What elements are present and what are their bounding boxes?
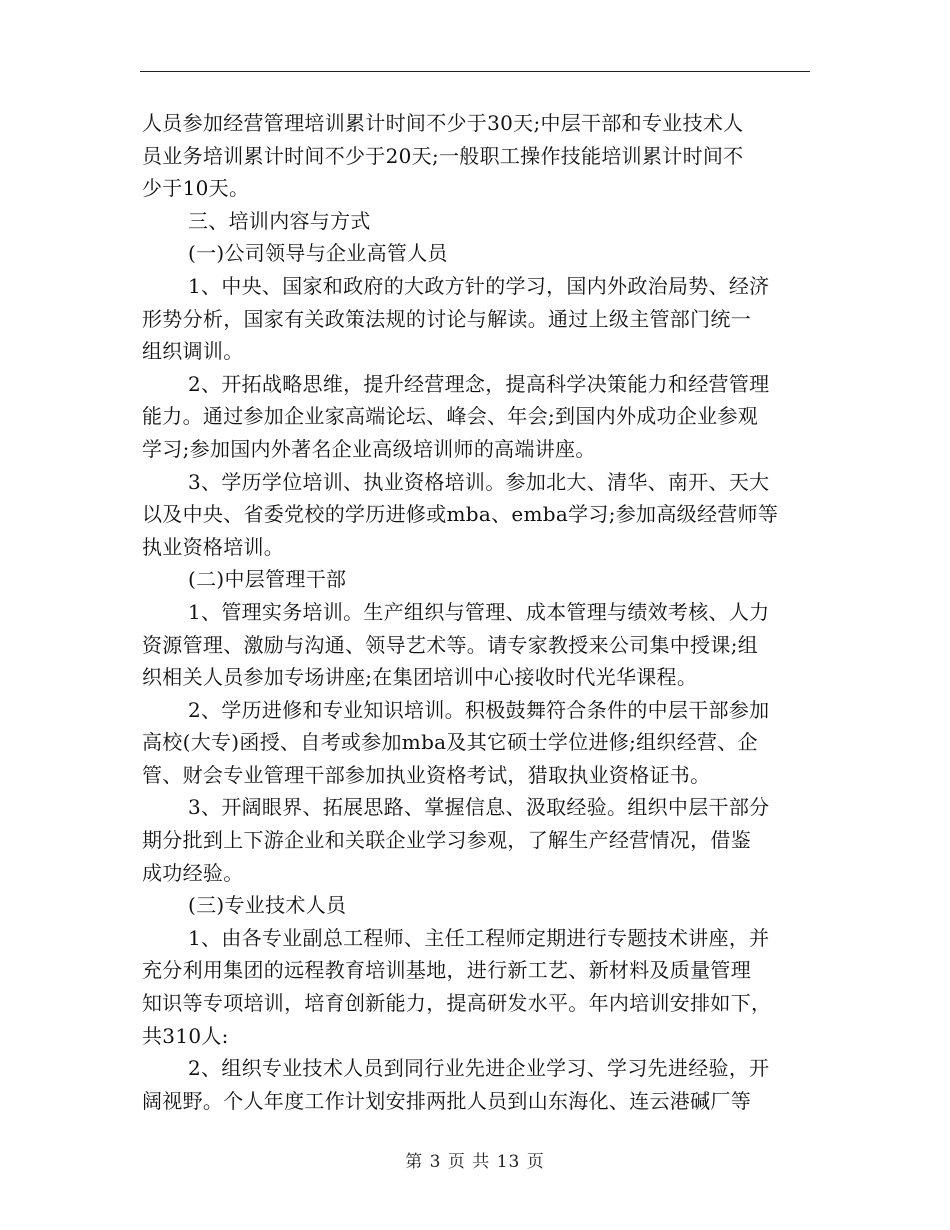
text-line: 3、开阔眼界、拓展思路、掌握信息、汲取经验。组织中层干部分	[188, 795, 770, 820]
text-line: 能力。通过参加企业家高端论坛、峰会、年会;到国内外成功企业参观	[142, 404, 759, 429]
text-line: (一)公司领导与企业高管人员	[188, 241, 448, 266]
text-line: 形势分析，国家有关政策法规的讨论与解读。通过上级主管部门统一	[142, 306, 751, 331]
text-line: 成功经验。	[142, 860, 244, 885]
text-line: (二)中层管理干部	[188, 567, 347, 592]
text-line: 织相关人员参加专场讲座;在集团培训中心接收时代光华课程。	[142, 665, 698, 690]
page-footer: 第 3 页 共 13 页	[405, 1152, 545, 1172]
text-line: 3、学历学位培训、执业资格培训。参加北大、清华、南开、天大	[188, 469, 770, 494]
text-line: 1、管理实务培训。生产组织与管理、成本管理与绩效考核、人力	[188, 599, 770, 624]
text-line: 人员参加经营管理培训累计时间不少于30天;中层干部和专业技术人	[142, 111, 744, 135]
text-line: 高校(大专)函授、自考或参加mba及其它硕士学位进修;组织经营、企	[142, 730, 758, 755]
text-line: 员业务培训累计时间不少于20天;一般职工操作技能培训累计时间不	[142, 143, 744, 168]
text-line: (三)专业技术人员	[188, 893, 347, 918]
text-line: 三、培训内容与方式	[188, 208, 371, 233]
body-text	[142, 107, 810, 1117]
text-line: 执业资格培训。	[142, 534, 285, 559]
text-line: 2、开拓战略思维，提升经营理念，提高科学决策能力和经营管理	[188, 371, 770, 396]
text-line: 管、财会专业管理干部参加执业资格考试，猎取执业资格证书。	[142, 762, 711, 787]
text-line: 1、由各专业副总工程师、主任工程师定期进行专题技术讲座，并	[188, 925, 770, 950]
text-line: 2、学历进修和专业知识培训。积极鼓舞符合条件的中层干部参加	[188, 697, 770, 722]
text-line: 学习;参加国内外著名企业高级培训师的高端讲座。	[142, 436, 596, 461]
text-line: 充分利用集团的远程教育培训基地，进行新工艺、新材料及质量管理	[142, 958, 751, 983]
text-line: 组织调训。	[142, 339, 244, 364]
text-line: 期分批到上下游企业和关联企业学习参观，了解生产经营情况，借鉴	[142, 828, 751, 853]
text-line: 少于10天。	[142, 176, 250, 201]
text-line: 1、中央、国家和政府的大政方针的学习，国内外政治局势、经济	[188, 273, 770, 298]
text-line: 2、组织专业技术人员到同行业先进企业学习、学习先进经验，开	[188, 1056, 770, 1081]
header-rule	[140, 71, 810, 72]
text-line: 资源管理、激励与沟通、领导艺术等。请专家教授来公司集中授课;组	[142, 632, 759, 657]
text-line: 以及中央、省委党校的学历进修或mba、emba学习;参加高级经营师等	[142, 502, 779, 527]
text-line: 阔视野。个人年度工作计划安排两批人员到山东海化、连云港碱厂等	[142, 1088, 751, 1113]
text-line: 知识等专项培训，培育创新能力，提高研发水平。年内培训安排如下，	[142, 991, 772, 1016]
text-line: 共310人:	[142, 1023, 229, 1048]
